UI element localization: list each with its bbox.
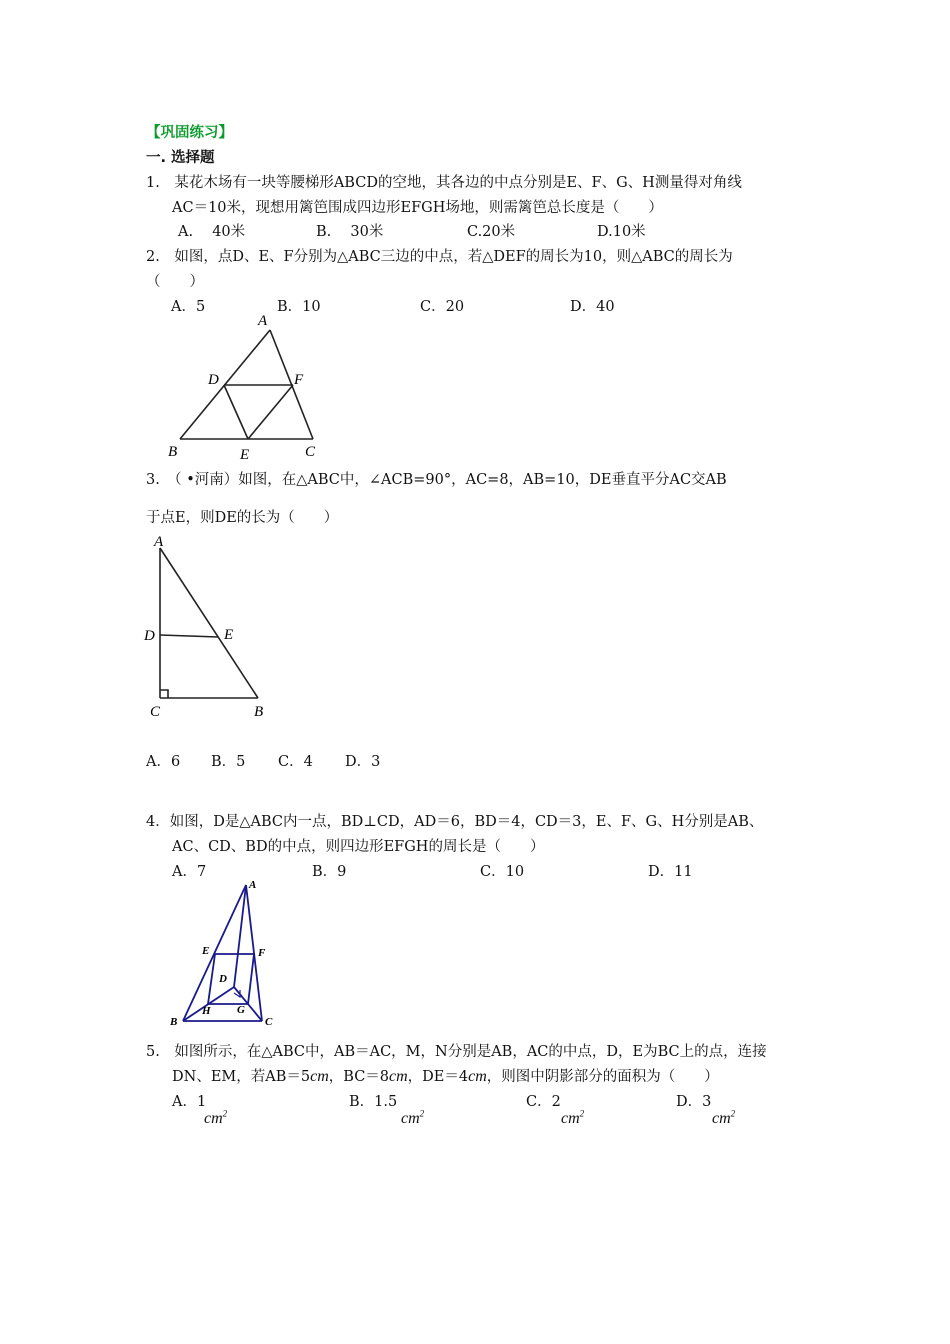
q2-option-b: B．10 bbox=[277, 299, 321, 315]
q1-line1: 1. 某花木场有一块等腰梯形ABCD的空地，其各边的中点分别是E、F、G、H测量得对角线 bbox=[146, 175, 742, 191]
q5-option-a bbox=[172, 1090, 228, 1130]
q5-unit-ab: cm bbox=[310, 1068, 329, 1085]
q4-option-c: C．10 bbox=[480, 864, 525, 880]
q4-option-a: A．7 bbox=[172, 864, 207, 880]
q3-right-angle-mark bbox=[160, 690, 168, 698]
q3-option-a: A．6 bbox=[146, 754, 181, 770]
q5-option-c-value: C．2 bbox=[526, 1094, 561, 1110]
q2-line1: 2. 如图，点D、E、F分别为△ABC三边的中点，若△DEF的周长为10，则△ABC的周长为 bbox=[146, 249, 733, 265]
q3-segment-de bbox=[160, 635, 218, 637]
q1-option-d: D.10米 bbox=[597, 224, 646, 240]
q2-option-c: C．20 bbox=[420, 299, 465, 315]
q4-figure bbox=[160, 875, 290, 1035]
q1-option-a: A. 40米 bbox=[178, 224, 246, 240]
q5-option-d bbox=[676, 1090, 736, 1130]
q2-option-d: D．40 bbox=[570, 299, 615, 315]
q5-line2-part3: ，DE＝4 bbox=[407, 1069, 469, 1085]
q2-figure bbox=[160, 310, 330, 465]
q4-label-e: E bbox=[202, 945, 210, 957]
q5-option-a-value: A．1 bbox=[172, 1094, 207, 1110]
q3-label-d: D bbox=[144, 628, 155, 644]
q2-label-e: E bbox=[240, 447, 250, 463]
q2-line2: （ ） bbox=[146, 274, 204, 290]
q2-option-a: A．5 bbox=[171, 299, 206, 315]
q4-label-f: F bbox=[258, 947, 266, 959]
section-title: 【巩固练习】 bbox=[146, 125, 233, 141]
q4-label-h: H bbox=[202, 1005, 211, 1017]
q5-unit-bc: cm bbox=[389, 1068, 408, 1085]
q2-segment-de bbox=[224, 385, 248, 439]
q5-line2-part1: DN、EM，若AB＝5 bbox=[172, 1069, 311, 1085]
q4-label-d: D bbox=[219, 973, 227, 985]
q4-label-b: B bbox=[170, 1016, 178, 1028]
q4-label-c: C bbox=[265, 1016, 273, 1028]
q5-option-a-unit: $cm^2$ bbox=[204, 1109, 228, 1128]
q4-option-b: B．9 bbox=[312, 864, 347, 880]
q5-option-d-value: D．3 bbox=[676, 1094, 712, 1110]
q4-segment-ad bbox=[234, 885, 246, 987]
q3-label-e: E bbox=[224, 627, 234, 643]
q2-label-f: F bbox=[294, 372, 304, 388]
q5-option-b bbox=[349, 1090, 425, 1130]
q4-label-g: G bbox=[237, 1004, 245, 1016]
q3-line1: 3. （ •河南）如图，在△ABC中，∠ACB=90°，AC=8，AB=10，DE垂直平分AC交AB bbox=[146, 472, 727, 488]
q5-option-d-unit: $cm^2$ bbox=[712, 1109, 736, 1128]
q5-option-c-unit: $cm^2$ bbox=[561, 1109, 585, 1128]
q2-segment-ef bbox=[248, 385, 293, 439]
q1-option-c: C.20米 bbox=[467, 224, 516, 240]
q3-label-a: A bbox=[154, 534, 164, 550]
q2-label-c: C bbox=[305, 444, 316, 460]
subsection-title: 一. 选择题 bbox=[146, 150, 215, 166]
q4-line2: AC、CD、BD的中点，则四边形EFGH的周长是（ ） bbox=[172, 839, 545, 855]
q5-unit-de: cm bbox=[468, 1068, 487, 1085]
q1-line2: AC＝10米，现想用篱笆围成四边形EFGH场地，则需篱笆总长度是（ ） bbox=[172, 200, 663, 216]
q3-line2: 于点E，则DE的长为（ ） bbox=[146, 510, 339, 526]
q5-option-b-value: B．1.5 bbox=[349, 1094, 398, 1110]
q3-figure bbox=[138, 530, 278, 720]
q3-option-d: D．3 bbox=[345, 754, 381, 770]
q3-label-b: B bbox=[254, 704, 264, 720]
q5-option-c bbox=[526, 1090, 585, 1130]
q4-label-a: A bbox=[249, 879, 257, 891]
q3-side-ab bbox=[160, 548, 258, 698]
q2-label-d: D bbox=[208, 372, 219, 388]
q3-option-c: C．4 bbox=[278, 754, 313, 770]
q2-label-a: A bbox=[258, 313, 268, 329]
q5-line2-part2: ，BC＝8 bbox=[328, 1069, 390, 1085]
q4-quadrilateral-efgh bbox=[208, 954, 254, 1004]
q1-option-b: B. 30米 bbox=[316, 224, 384, 240]
q5-option-b-unit: $cm^2$ bbox=[401, 1109, 425, 1128]
q5-line2-part4: ，则图中阴影部分的面积为（ ） bbox=[486, 1069, 719, 1085]
q3-label-c: C bbox=[150, 704, 161, 720]
q4-line1: 4．如图，D是△ABC内一点，BD⊥CD，AD＝6，BD＝4，CD＝3，E、F、G、H分别是AB、 bbox=[146, 814, 764, 830]
q4-option-d: D．11 bbox=[648, 864, 693, 880]
q5-line1: 5. 如图所示，在△ABC中，AB＝AC，M，N分别是AB，AC的中点，D，E为BC上的点，连接 bbox=[146, 1044, 767, 1060]
q5-line2 bbox=[172, 1065, 719, 1086]
q2-label-b: B bbox=[168, 444, 178, 460]
q3-option-b: B．5 bbox=[211, 754, 246, 770]
